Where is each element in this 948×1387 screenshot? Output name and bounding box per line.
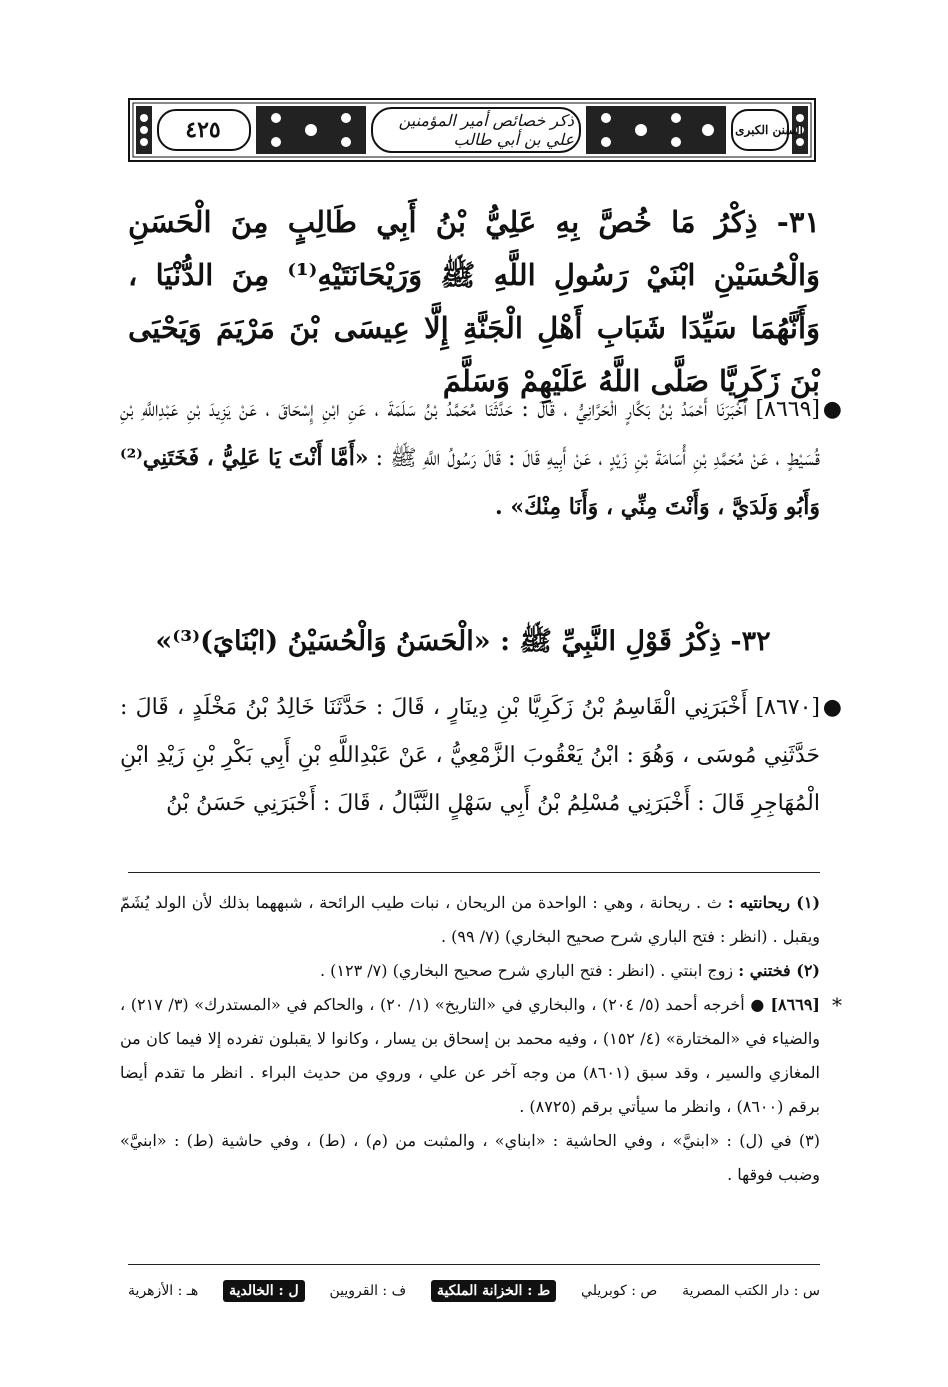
legend-item: ف : القرويين <box>329 1283 407 1299</box>
legend-item: هـ : الأزهرية <box>128 1283 199 1299</box>
chapter-32-heading: ٣٢- ذِكْرُ قَوْلِ النَّبِيِّ ﷺ : «الْحَسَنُ وَالْحُسَيْنُ (ابْنَايَ)⁽³⁾» <box>155 626 771 657</box>
footnote-3-text: (٣) في (ل) : «ابنيَّ» ، وفي الحاشية : «ابناي» ، والمثبت من (م) ، (ط) ، وفي حاشية (ط) : «ابنيَّ» وضبب فوقها . <box>120 1131 821 1184</box>
footnote-3 <box>120 1124 820 1192</box>
footnote-takhrij <box>120 988 842 1124</box>
asterisk-icon: * <box>832 993 842 1017</box>
legend-item: س : دار الكتب المصرية <box>682 1283 820 1299</box>
legend-item-highlight: ل : الخالدية <box>223 1280 305 1302</box>
footnote-2-text: زوج ابنتي . (انظر : فتح الباري شرح صحيح البخاري) (٧/ ١٢٣) . <box>319 961 739 980</box>
legend-divider <box>128 1264 820 1265</box>
book-logo: السنن الكبرى <box>735 123 803 137</box>
footnote-1 <box>120 886 820 954</box>
hadith-8670 <box>120 684 842 828</box>
footnote-1-text: ث . ريحانة ، وهي : الواحدة من الريحان ، نبات طيب الرائحة ، شبههما بذلك لأن الولد يُشَمّ ويقبل . (انظر : فتح الباري شرح صحيح البخاري) (٧/ ٩٩) . <box>120 893 820 946</box>
footnote-takhrij-label: [٨٦٦٩] <box>770 995 820 1014</box>
manuscript-legend <box>128 1276 820 1306</box>
hadith-8669 <box>120 386 842 532</box>
bullet-icon: ● <box>822 695 842 720</box>
hadith-8670-text: [٨٦٧٠] أَخْبَرَنِي الْقَاسِمُ بْنُ زَكَرِيَّا بْنِ دِينَارٍ ، قَالَ : حَدَّثَنَا خَالِدُ بْنُ مَخْلَدٍ ، قَالَ : حَدَّثَنِي مُوسَى ، وَهُوَ : ابْنُ يَعْقُوبَ الزَّمْعِيُّ ، عَنْ عَبْدِاللَّهِ بْنِ أَبِي بَكْرِ بْنِ زَيْدِ ابْنِ الْمُهَاجِرِ قَالَ : أَخْبَرَنِي مُسْلِمُ بْنُ أَبِي سَهْلٍ النَّبَّالُ ، قَالَ : أَخْبَرَنِي حَسَنُ بْنُ <box>120 695 820 816</box>
hadith-8669-text: [٨٦٦٩] أَخْبَرَنَا أَحْمَدُ بْنُ بَكَّارٍ الْحَرَّانِيُّ ، قَالَ : حَدَّثَنَا مُحَمَّدُ بْنُ سَلَمَةَ ، عَنِ ابْنِ إِسْحَاقَ ، عَنْ يَزِيدَ بْنِ عَبْدِاللَّهِ بْنِ قُسَيْطٍ ، عَنْ مُحَمَّدِ بْنِ أُسَامَةَ بْنِ زَيْدٍ ، عَنْ أَبِيهِ قَالَ : قَالَ رَسُولُ اللَّهِ ﷺ : <box>120 397 820 471</box>
footnote-2-label: (٢) فختني : <box>738 961 820 980</box>
hadith-8669-quote: «أَمَّا أَنْتَ يَا عَلِيُّ ، فَخَتَنِي⁽²⁾ وَأَبُو وَلَدَيَّ ، وَأَنْتَ مِنِّي ، وَأَنَا مِنْكَ» . <box>120 445 820 520</box>
bullet-icon: ● <box>822 397 842 422</box>
running-title: ذكر خصائص أمير المؤمنين علي بن أبي طالب <box>398 111 574 149</box>
legend-item-highlight: ط : الخزانة الملكية <box>431 1280 556 1302</box>
footnote-1-label: (١) ريحانتيه : <box>727 893 821 912</box>
chapter-31-heading: ٣١- ذِكْرُ مَا خُصَّ بِهِ عَلِيُّ بْنُ أَبِي طَالِبٍ مِنَ الْحَسَنِ وَالْحُسَيْنِ ابْنَيْ رَسُولِ اللَّهِ ﷺ وَرَيْحَانَتَيْهِ⁽¹⁾ مِنَ الدُّنْيَا ، وَأَنَّهُمَا سَيِّدَا شَبَابِ أَهْلِ الْجَنَّةِ إِلَّا عِيسَى بْنَ مَرْيَمَ وَيَحْيَى بْنَ زَكَرِيَّا صَلَّى اللَّهُ عَلَيْهِمْ وَسَلَّمَ <box>128 205 820 398</box>
page-header <box>128 98 816 162</box>
footnotes <box>120 886 842 1192</box>
legend-item: ص : كوبريلي <box>581 1283 658 1299</box>
page-number: ٤٢٥ <box>185 117 221 143</box>
footnote-2 <box>120 954 820 988</box>
footnote-takhrij-text: ● أخرجه أحمد (٥/ ٢٠٤) ، والبخاري في «التاريخ» (١/ ٢٠) ، والحاكم في «المستدرك» (٣/ ٢١٧) ، والضياء في «المختارة» (٤/ ١٥٢) ، وفيه محمد بن إسحاق بن يسار ، وكانوا لا يقبلون تفرده إلا فيما كان من المغازي والسير ، وقد سبق (٨٦٠١) من وجه آخر عن علي ، وروي من حديث البراء . انظر ما تقدم أيضا برقم (٨٦٠٠) ، وانظر ما سيأتي برقم (٨٧٢٥) . <box>120 995 821 1116</box>
footnote-divider <box>128 872 820 873</box>
